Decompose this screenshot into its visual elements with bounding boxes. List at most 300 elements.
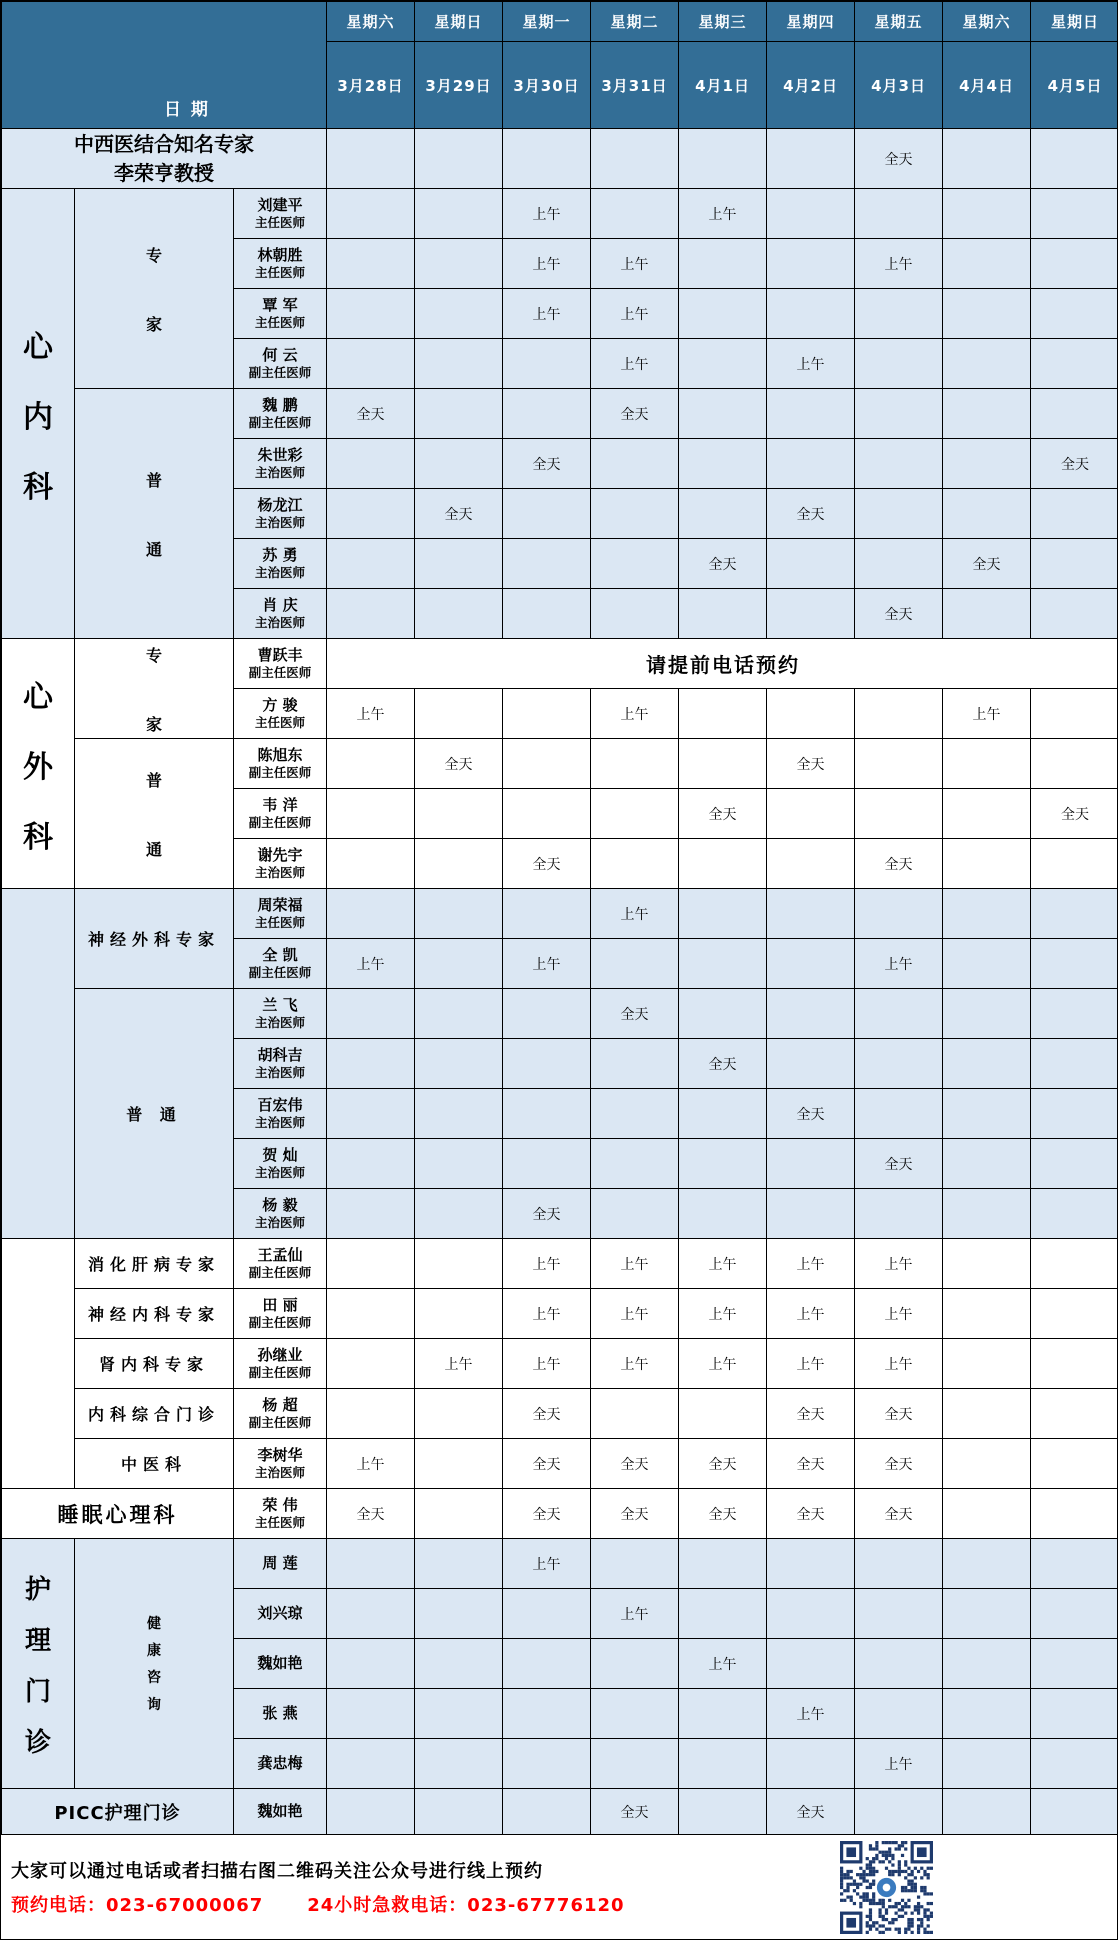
schedule-cell (855, 1439, 943, 1489)
schedule-cell (503, 439, 591, 489)
schedule-cell (591, 989, 679, 1039)
schedule-cell (855, 339, 943, 389)
schedule-mark: 上午 (444, 1356, 473, 1373)
schedule-cell (503, 1539, 591, 1589)
schedule-cell (327, 1089, 415, 1139)
doctor-name: 杨龙江 (257, 495, 303, 514)
schedule-cell (591, 1339, 679, 1389)
schedule-cell (943, 1589, 1031, 1639)
schedule-cell (415, 1189, 503, 1239)
schedule-cell (679, 489, 767, 539)
schedule-mark: 全天 (532, 1206, 561, 1223)
schedule-cell (943, 1039, 1031, 1089)
department-cell (2, 889, 75, 1239)
schedule-cell (591, 339, 679, 389)
schedule-cell (591, 589, 679, 639)
schedule-mark: 全天 (620, 1456, 649, 1473)
vertical-char: 通 (145, 839, 162, 859)
schedule-table-host (1, 1, 1117, 1835)
schedule-cell (943, 589, 1031, 639)
weekday-header: 星期二 (591, 2, 679, 42)
group-label-cell (75, 639, 234, 739)
schedule-cell (1031, 689, 1118, 739)
schedule-mark: 全天 (972, 556, 1001, 573)
schedule-mark: 上午 (884, 256, 913, 273)
schedule-mark: 上午 (532, 1356, 561, 1373)
doctor-name-cell (234, 889, 327, 939)
schedule-cell (1031, 1539, 1118, 1589)
schedule-mark: 全天 (796, 756, 825, 773)
schedule-mark: 上午 (620, 356, 649, 373)
schedule-cell (503, 689, 591, 739)
doctor-title: 副主任医师 (248, 1415, 312, 1431)
schedule-mark: 全天 (796, 1456, 825, 1473)
schedule-cell (503, 1089, 591, 1139)
schedule-cell (327, 1439, 415, 1489)
schedule-cell (415, 1389, 503, 1439)
schedule-cell (767, 389, 855, 439)
schedule-cell (679, 689, 767, 739)
vertical-char: 诊 (24, 1727, 51, 1758)
schedule-cell (415, 989, 503, 1039)
doctor-row (2, 1339, 1118, 1389)
date-header: 4月4日 (943, 42, 1031, 129)
vertical-text (75, 468, 233, 560)
schedule-cell (1031, 739, 1118, 789)
schedule-cell (855, 1739, 943, 1789)
schedule-mark: 上午 (796, 356, 825, 373)
schedule-mark: 上午 (884, 1356, 913, 1373)
doctor-name: 肖 庆 (262, 595, 298, 614)
schedule-mark: 全天 (620, 1506, 649, 1523)
schedule-cell (591, 939, 679, 989)
schedule-cell (591, 439, 679, 489)
schedule-cell (767, 1739, 855, 1789)
schedule-mark: 上午 (356, 956, 385, 973)
schedule-cell (415, 1739, 503, 1789)
date-header: 3月31日 (591, 42, 679, 129)
schedule-mark: 上午 (532, 956, 561, 973)
schedule-mark: 上午 (884, 1256, 913, 1273)
doctor-title: 副主任医师 (248, 1315, 312, 1331)
schedule-cell (415, 1089, 503, 1139)
doctor-name-cell (234, 1789, 327, 1835)
schedule-cell (327, 389, 415, 439)
schedule-cell (591, 839, 679, 889)
schedule-cell (855, 1039, 943, 1089)
schedule-mark: 全天 (532, 1406, 561, 1423)
schedule-cell (1031, 539, 1118, 589)
schedule-cell (591, 1689, 679, 1739)
schedule-mark: 上午 (884, 956, 913, 973)
schedule-cell (1031, 1039, 1118, 1089)
group-label-cell: 内科综合门诊 (75, 1389, 234, 1439)
schedule-cell (855, 1339, 943, 1389)
vertical-char: 家 (145, 314, 162, 334)
doctor-name: 苏 勇 (262, 545, 298, 564)
schedule-cell (767, 439, 855, 489)
schedule-mark: 全天 (708, 1506, 737, 1523)
schedule-cell (327, 939, 415, 989)
doctor-name: 谢先宇 (257, 845, 303, 864)
group-label-cell (75, 1539, 234, 1789)
section-banner (2, 129, 1118, 189)
group-label-cell: 中医科 (75, 1439, 234, 1489)
schedule-cell (679, 889, 767, 939)
date-header: 4月3日 (855, 42, 943, 129)
schedule-mark: 上午 (708, 206, 737, 223)
schedule-cell (503, 1239, 591, 1289)
schedule-cell (943, 239, 1031, 289)
schedule-cell (767, 289, 855, 339)
wide-row (2, 1489, 1118, 1539)
schedule-cell (767, 589, 855, 639)
schedule-cell (943, 1639, 1031, 1689)
schedule-cell (327, 1489, 415, 1539)
schedule-cell (327, 539, 415, 589)
schedule-mark: 上午 (532, 1256, 561, 1273)
doctor-title: 副主任医师 (248, 1265, 312, 1281)
schedule-cell (1031, 1389, 1118, 1439)
schedule-mark: 上午 (972, 706, 1001, 723)
weekday-header: 星期六 (943, 2, 1031, 42)
date-header: 4月5日 (1031, 42, 1118, 129)
schedule-mark: 上午 (620, 306, 649, 323)
schedule-cell (415, 439, 503, 489)
schedule-cell (415, 1139, 503, 1189)
schedule-cell (591, 239, 679, 289)
schedule-mark: 上午 (884, 1756, 913, 1773)
schedule-mark: 上午 (620, 906, 649, 923)
vertical-text (75, 1613, 233, 1714)
schedule-mark: 上午 (884, 1306, 913, 1323)
schedule-cell (943, 789, 1031, 839)
schedule-cell (679, 1239, 767, 1289)
schedule-cell (415, 1639, 503, 1689)
schedule-cell (679, 1189, 767, 1239)
date-header: 3月28日 (327, 42, 415, 129)
doctor-name: 方 骏 (262, 695, 298, 714)
doctor-row (2, 389, 1118, 439)
schedule-cell (767, 1589, 855, 1639)
schedule-cell (503, 489, 591, 539)
schedule-cell (943, 939, 1031, 989)
schedule-cell (943, 1289, 1031, 1339)
schedule-cell (503, 1039, 591, 1089)
phone-booking-note-cell: 请提前电话预约 (327, 639, 1118, 689)
schedule-cell (767, 539, 855, 589)
schedule-cell (415, 689, 503, 739)
doctor-name-cell (234, 1739, 327, 1789)
doctor-name: 贺 灿 (262, 1145, 298, 1164)
schedule-mark: 上午 (532, 1306, 561, 1323)
schedule-cell (855, 439, 943, 489)
schedule-mark: 全天 (884, 1406, 913, 1423)
schedule-cell (767, 1189, 855, 1239)
doctor-title: 主治医师 (255, 565, 306, 581)
schedule-cell (503, 1589, 591, 1639)
schedule-cell (1031, 289, 1118, 339)
schedule-cell (415, 339, 503, 389)
schedule-cell (855, 839, 943, 889)
wide-label-cell: 睡眠心理科 (2, 1489, 234, 1539)
vertical-text (2, 322, 74, 506)
schedule-mark: 全天 (444, 756, 473, 773)
schedule-cell (503, 1489, 591, 1539)
vertical-char: 普 (145, 470, 162, 490)
schedule-mark: 全天 (884, 606, 913, 623)
schedule-cell (503, 1439, 591, 1489)
schedule-cell (1031, 489, 1118, 539)
doctor-title: 主任医师 (255, 315, 306, 331)
vertical-char: 康 (147, 1643, 161, 1659)
doctor-title: 副主任医师 (248, 365, 312, 381)
schedule-mark: 上午 (708, 1356, 737, 1373)
schedule-cell (591, 389, 679, 439)
doctor-name-cell (234, 239, 327, 289)
schedule-cell (767, 1339, 855, 1389)
schedule-cell (415, 789, 503, 839)
schedule-cell (415, 1439, 503, 1489)
schedule-cell (591, 1789, 679, 1835)
schedule-cell (591, 129, 679, 189)
schedule-cell (855, 1589, 943, 1639)
doctor-title: 主治医师 (255, 1065, 306, 1081)
schedule-mark: 全天 (356, 1506, 385, 1523)
wide-row (2, 1789, 1118, 1835)
section-dept (2, 1539, 1118, 1789)
schedule-cell (943, 839, 1031, 889)
schedule-mark: 上午 (356, 1456, 385, 1473)
schedule-cell (327, 439, 415, 489)
schedule-cell (415, 389, 503, 439)
schedule-cell (943, 739, 1031, 789)
schedule-cell (679, 289, 767, 339)
schedule-cell (415, 1539, 503, 1589)
schedule-cell (679, 1089, 767, 1139)
corner-date-label: 日 期 (164, 100, 210, 120)
booking-phone: 预约电话：023-67000067 (11, 1895, 264, 1916)
schedule-cell (591, 739, 679, 789)
schedule-cell (503, 189, 591, 239)
schedule-cell (327, 1339, 415, 1389)
schedule-cell (591, 789, 679, 839)
schedule-cell (327, 839, 415, 889)
schedule-cell (943, 1239, 1031, 1289)
schedule-cell (767, 1689, 855, 1739)
schedule-cell (503, 539, 591, 589)
schedule-cell (503, 389, 591, 439)
schedule-cell (943, 339, 1031, 389)
schedule-mark: 上午 (796, 1706, 825, 1723)
doctor-title: 主治医师 (255, 865, 306, 881)
schedule-cell (679, 239, 767, 289)
doctor-name-cell (234, 1439, 327, 1489)
doctor-name: 王孟仙 (257, 1245, 303, 1264)
schedule-cell (591, 1189, 679, 1239)
schedule-cell (415, 739, 503, 789)
schedule-cell (1031, 1289, 1118, 1339)
schedule-cell (591, 489, 679, 539)
doctor-name-cell (234, 389, 327, 439)
schedule-cell (327, 1639, 415, 1689)
schedule-cell (591, 1389, 679, 1439)
schedule-cell (855, 489, 943, 539)
schedule-mark: 全天 (884, 1456, 913, 1473)
vertical-char: 普 (145, 770, 162, 790)
schedule-mark: 上午 (620, 706, 649, 723)
doctor-name-cell (234, 1589, 327, 1639)
schedule-cell (767, 1489, 855, 1539)
doctor-row (2, 1439, 1118, 1489)
weekday-header: 星期日 (1031, 2, 1118, 42)
weekday-header: 星期五 (855, 2, 943, 42)
schedule-cell (767, 1789, 855, 1835)
schedule-cell (679, 939, 767, 989)
schedule-mark: 全天 (796, 506, 825, 523)
schedule-cell (855, 689, 943, 739)
schedule-cell (679, 389, 767, 439)
schedule-cell (1031, 589, 1118, 639)
schedule-cell (943, 289, 1031, 339)
schedule-cell (1031, 189, 1118, 239)
schedule-cell (1031, 839, 1118, 889)
schedule-cell (855, 1089, 943, 1139)
schedule-cell (855, 1539, 943, 1589)
schedule-mark: 上午 (532, 256, 561, 273)
qr-code-icon (840, 1841, 933, 1934)
doctor-name: 孙继业 (257, 1345, 303, 1364)
weekday-header: 星期四 (767, 2, 855, 42)
schedule-cell (503, 589, 591, 639)
schedule-mark: 全天 (796, 1406, 825, 1423)
schedule-cell (327, 1539, 415, 1589)
doctor-name-cell (234, 1289, 327, 1339)
doctor-name-cell (234, 739, 327, 789)
vertical-char: 专 (145, 245, 162, 265)
schedule-cell (327, 1289, 415, 1339)
schedule-mark: 上午 (620, 1256, 649, 1273)
schedule-cell (679, 1439, 767, 1489)
schedule-cell (679, 1689, 767, 1739)
schedule-mark: 全天 (884, 1156, 913, 1173)
schedule-cell (679, 1789, 767, 1835)
schedule-cell (327, 1689, 415, 1739)
schedule-cell (679, 989, 767, 1039)
doctor-name-cell (234, 1139, 327, 1189)
doctor-name-cell (234, 839, 327, 889)
vertical-char: 询 (147, 1697, 161, 1713)
schedule-cell (943, 1189, 1031, 1239)
doctor-name-cell (234, 289, 327, 339)
doctor-name-cell (234, 1339, 327, 1389)
schedule-cell (327, 1589, 415, 1639)
doctor-name-cell (234, 939, 327, 989)
banner-row (2, 129, 1118, 189)
doctor-name-cell (234, 1089, 327, 1139)
doctor-row (2, 639, 1118, 689)
schedule-cell (767, 339, 855, 389)
corner-cell (2, 2, 327, 129)
schedule-cell (591, 1639, 679, 1689)
schedule-mark: 全天 (708, 1456, 737, 1473)
schedule-cell (767, 1039, 855, 1089)
schedule-cell (327, 1389, 415, 1439)
schedule-mark: 上午 (532, 206, 561, 223)
doctor-row (2, 1239, 1118, 1289)
schedule-cell (415, 839, 503, 889)
schedule-mark: 全天 (532, 1506, 561, 1523)
schedule-cell (1031, 1089, 1118, 1139)
doctor-name: 荣 伟 (262, 1495, 298, 1514)
schedule-cell (855, 1289, 943, 1339)
footer (1, 1835, 1118, 1940)
doctor-title: 主治医师 (255, 1015, 306, 1031)
schedule-cell (503, 889, 591, 939)
schedule-cell (415, 189, 503, 239)
schedule-cell (415, 1489, 503, 1539)
vertical-text (75, 768, 233, 860)
vertical-char: 专 (145, 645, 162, 665)
schedule-cell (415, 239, 503, 289)
group-label-cell (75, 739, 234, 889)
doctor-title: 主治医师 (255, 1165, 306, 1181)
schedule-cell (943, 489, 1031, 539)
schedule-cell (943, 689, 1031, 739)
schedule-cell (1031, 1189, 1118, 1239)
schedule-cell (943, 1339, 1031, 1389)
date-header: 3月29日 (415, 42, 503, 129)
vertical-char: 家 (145, 714, 162, 734)
schedule-cell (679, 189, 767, 239)
department-cell (2, 1539, 75, 1789)
doctor-row (2, 889, 1118, 939)
doctor-name-cell (234, 989, 327, 1039)
schedule-cell (503, 1389, 591, 1439)
doctor-name-cell (234, 1689, 327, 1739)
schedule-mark: 上午 (620, 1356, 649, 1373)
schedule-cell (679, 1539, 767, 1589)
schedule-cell (855, 289, 943, 339)
schedule-cell (943, 1739, 1031, 1789)
vertical-char: 科 (23, 819, 53, 855)
group-label-cell: 肾内科专家 (75, 1339, 234, 1389)
schedule-cell (503, 1139, 591, 1189)
department-cell (2, 189, 75, 639)
section-dept (2, 189, 1118, 639)
schedule-cell (767, 689, 855, 739)
vertical-char: 心 (23, 329, 53, 365)
schedule-cell (415, 539, 503, 589)
doctor-name-cell (234, 339, 327, 389)
schedule-cell (943, 439, 1031, 489)
schedule-cell (591, 1489, 679, 1539)
schedule-cell (1031, 389, 1118, 439)
schedule-mark: 全天 (1061, 456, 1090, 473)
group-label-cell: 普 通 (75, 989, 234, 1239)
doctor-name: 曹跃丰 (257, 645, 303, 664)
schedule-cell (679, 739, 767, 789)
schedule-cell (855, 189, 943, 239)
banner-cell (2, 129, 327, 189)
schedule-cell (591, 1539, 679, 1589)
schedule-cell (591, 1589, 679, 1639)
footer-note: 大家可以通过电话或者扫描右图二维码关注公众号进行线上预约 (11, 1861, 543, 1882)
schedule-cell (327, 1239, 415, 1289)
doctor-name-cell (234, 1489, 327, 1539)
schedule-mark: 全天 (796, 1506, 825, 1523)
schedule-mark: 全天 (1061, 806, 1090, 823)
